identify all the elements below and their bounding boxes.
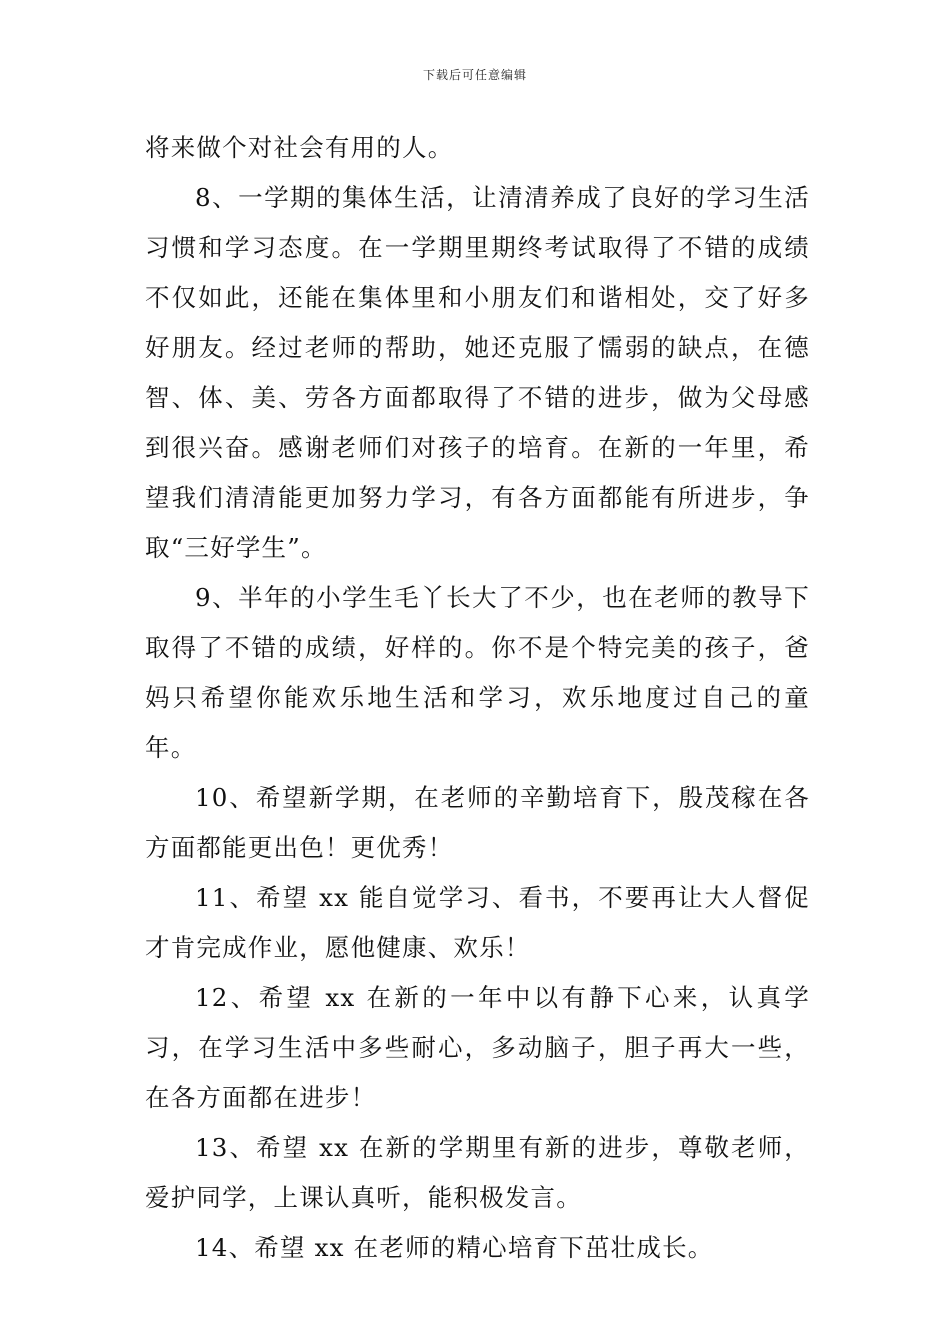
paragraph-item-9: 9、半年的小学生毛丫长大了不少，也在老师的教导下取得了不错的成绩，好样的。你不是个特完美的孩子，爸妈只希望你能欢乐地生活和学习，欢乐地度过自己的童年。 bbox=[145, 583, 810, 762]
paragraph-continuation: 将来做个对社会有用的人。 bbox=[145, 133, 454, 162]
paragraph-item-10: 10、希望新学期，在老师的辛勤培育下，殷茂稼在各方面都能更出色！更优秀！ bbox=[145, 783, 810, 862]
paragraph-item-13: 13、希望 xx 在新的学期里有新的进步，尊敬老师，爱护同学，上课认真听，能积极发言。 bbox=[145, 1133, 810, 1212]
header-note: 下载后可任意编辑 bbox=[422, 68, 527, 82]
paragraph-item-12: 12、希望 xx 在新的一年中以有静下心来，认真学习，在学习生活中多些耐心，多动脑子，胆子再大一些，在各方面都在进步！ bbox=[145, 983, 810, 1112]
document-body bbox=[145, 123, 810, 1273]
paragraph-item-8: 8、一学期的集体生活，让清清养成了良好的学习生活习惯和学习态度。在一学期里期终考试取得了不错的成绩不仅如此，还能在集体里和小朋友们和谐相处，交了好多好朋友。经过老师的帮助，她还克服了懦弱的缺点，在德智、体、美、劳各方面都取得了不错的进步，做为父母感到很兴奋。感谢老师们对孩子的培育。在新的一年里，希望我们清清能更加努力学习，有各方面都能有所进步，争取“三好学生”。 bbox=[145, 183, 810, 562]
paragraph-item-11: 11、希望 xx 能自觉学习、看书，不要再让大人督促才肯完成作业，愿他健康、欢乐！ bbox=[145, 883, 810, 962]
paragraph-item-14: 14、希望 xx 在老师的精心培育下茁壮成长。 bbox=[195, 1233, 714, 1262]
